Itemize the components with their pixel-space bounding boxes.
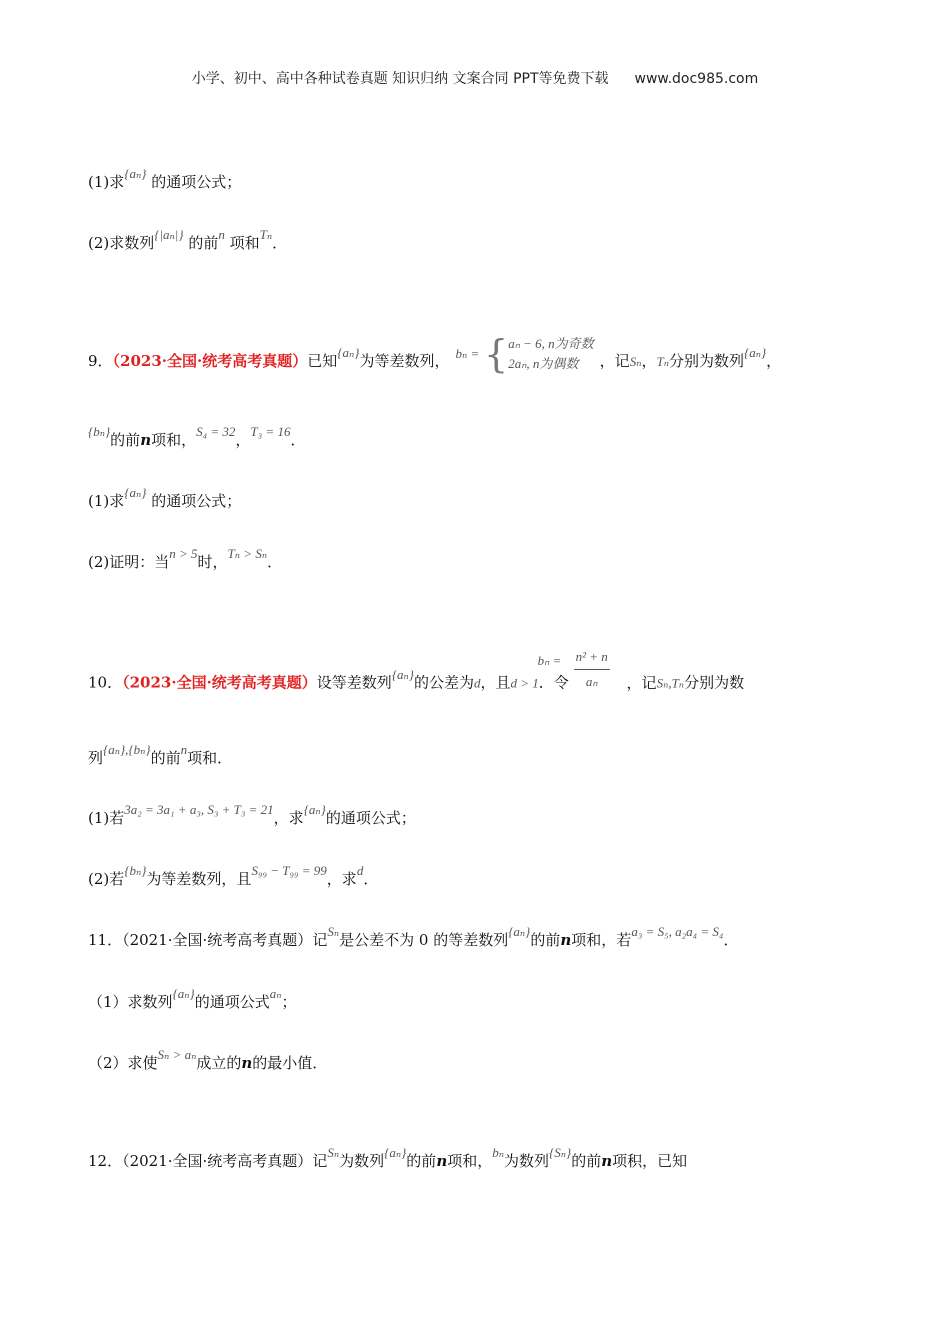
- q10-stem-line2: [88, 742, 233, 769]
- text-span: {aₙ}: [744, 345, 767, 360]
- header-url[interactable]: www.doc985.com: [634, 71, 759, 87]
- text-span: 的前: [183, 234, 219, 252]
- text-span: 项和: [224, 234, 260, 252]
- text-span: 项积，已知: [612, 1152, 688, 1170]
- text-span: S₉₉ − T₉₉ = 99: [251, 863, 327, 878]
- text-span: 为等差数列，: [359, 352, 450, 370]
- text-span: 为数列: [504, 1152, 550, 1170]
- text-span: aₙ: [269, 986, 282, 1001]
- q10-part1: [88, 802, 416, 829]
- text-span: (2)证明：当: [88, 553, 170, 571]
- q8-part1: [88, 166, 242, 193]
- text-span: n: [560, 931, 572, 949]
- question-number: 10．: [88, 673, 123, 692]
- q12-stem: [88, 1145, 688, 1172]
- text-span: ，: [766, 352, 782, 370]
- text-span: {|aₙ|}: [154, 227, 184, 242]
- text-span: 的前: [406, 1152, 437, 1170]
- text-span: d > 1: [510, 675, 539, 691]
- text-span: 记: [312, 931, 328, 949]
- text-span: (2)求数列: [88, 234, 155, 252]
- text-span: Sₙ,Tₙ: [656, 675, 685, 691]
- text-span: 时，: [197, 553, 228, 571]
- text-span: ，记: [599, 352, 630, 370]
- text-span: 为数列: [339, 1152, 385, 1170]
- text-span: {aₙ}: [508, 924, 531, 939]
- text-span: 分别为数: [684, 673, 745, 692]
- q9-stem: [88, 332, 782, 382]
- page-header: [0, 68, 950, 88]
- text-span: 2aₙ, n为偶数: [508, 356, 579, 371]
- text-span: {Sₙ}: [549, 1145, 572, 1160]
- text-span: S₄ = 32: [196, 424, 236, 439]
- text-span: n: [601, 1152, 613, 1170]
- question-number: 12．: [88, 1152, 123, 1170]
- text-span: ．: [272, 234, 288, 252]
- text-span: aₙ: [585, 674, 598, 689]
- text-span: Tₙ: [656, 354, 669, 369]
- q9-part2: [88, 546, 283, 573]
- text-span: 项和，若: [571, 931, 632, 949]
- text-span: n: [140, 431, 152, 449]
- text-span: {aₙ}: [172, 986, 195, 1001]
- math-an: {aₙ}: [124, 166, 147, 181]
- question-number: 9．: [88, 352, 113, 370]
- text-span: （2）求使: [88, 1054, 158, 1072]
- text-span: 项和，: [151, 431, 197, 449]
- text-span: ，求: [326, 870, 357, 888]
- text-span: 记: [312, 1152, 328, 1170]
- text-span: ，记: [626, 673, 657, 692]
- text-span: ；: [281, 993, 297, 1011]
- text-span: {aₙ}: [337, 345, 360, 360]
- text-span: 设等差数列: [316, 673, 392, 692]
- text-span: {aₙ},{bₙ}: [103, 742, 151, 757]
- text-span: (1)求: [88, 492, 125, 510]
- text-span: 的最小值．: [252, 1054, 328, 1072]
- text-span: aₙ − 6, n为奇数: [508, 336, 594, 351]
- text-span: Sₙ: [629, 354, 642, 369]
- header-text: 小学、初中、高中各种试卷真题 知识归纳 文案合同 PPT等免费下载: [191, 71, 609, 87]
- text-span: Sₙ > aₙ: [157, 1047, 197, 1062]
- question-source: （2021·全国·统考高考真题）: [122, 1152, 313, 1170]
- text-span: {aₙ}: [384, 1145, 407, 1160]
- text-span: 为等差数列，且: [146, 870, 252, 888]
- text-span: n² + n: [575, 649, 608, 664]
- fraction-bn: [537, 647, 610, 692]
- question-source: （2023·全国·统考高考真题）: [112, 352, 308, 370]
- text-span: ，求: [273, 809, 304, 827]
- text-span: {bₙ}: [124, 863, 147, 878]
- text-span: ，且: [480, 673, 511, 692]
- q11-part2: [88, 1047, 328, 1074]
- text-span: （1）求数列: [88, 993, 173, 1011]
- text-span: T₃ = 16: [250, 424, 291, 439]
- text-span: 是公差不为 0 的等差数列: [339, 931, 509, 949]
- text-span: 项和．: [187, 749, 233, 767]
- text-span: 已知: [307, 352, 338, 370]
- text-span: 的通项公式: [194, 993, 270, 1011]
- text-span: ．: [723, 931, 739, 949]
- q9-stem-line2: [88, 424, 306, 451]
- text-span: 的公差为: [413, 673, 474, 692]
- text-span: 项和，: [447, 1152, 493, 1170]
- text-span: bₙ =: [455, 346, 480, 361]
- piecewise-bn: [455, 334, 593, 374]
- text-span: ．: [267, 553, 283, 571]
- text-span: ．令: [538, 673, 569, 692]
- text-span: ．: [363, 870, 379, 888]
- text-span: Sₙ: [327, 1145, 340, 1160]
- text-span: 的通项公式；: [146, 173, 242, 191]
- text-span: Sₙ: [327, 924, 340, 939]
- text-span: 的前: [110, 431, 141, 449]
- text-span: 分别为数列: [668, 352, 744, 370]
- q9-part1: [88, 485, 242, 512]
- text-span: 3a₂ = 3a₁ + a₃, S₃ + T₃ = 21: [124, 802, 274, 817]
- text-span: d: [356, 863, 364, 878]
- text-span: a₃ = S₅, a₂a₄ = S₄: [631, 924, 724, 939]
- text-span: ．: [290, 431, 306, 449]
- text-span: (1)求: [88, 173, 125, 191]
- brace-symbol: {: [484, 332, 509, 376]
- q11-stem: [88, 924, 739, 951]
- text-span: n: [241, 1054, 253, 1072]
- text-span: {aₙ}: [391, 666, 414, 682]
- q11-part1: [88, 986, 297, 1013]
- text-span: 的前: [530, 931, 561, 949]
- text-span: ，: [641, 352, 657, 370]
- text-span: {bₙ}: [88, 424, 111, 439]
- question-number: 11．: [88, 931, 123, 949]
- text-span: 的通项公式；: [146, 492, 242, 510]
- text-span: 的前: [150, 749, 181, 767]
- text-span: 成立的: [196, 1054, 242, 1072]
- fraction-bar: [574, 669, 610, 670]
- text-span: Tₙ > Sₙ: [227, 546, 268, 561]
- text-span: 列: [88, 749, 104, 767]
- text-span: n: [218, 227, 225, 242]
- text-span: n: [436, 1152, 448, 1170]
- text-span: (1)若: [88, 809, 125, 827]
- q8-part2: [88, 227, 288, 254]
- question-source: （2021·全国·统考高考真题）: [122, 931, 313, 949]
- text-span: {aₙ}: [303, 802, 326, 817]
- q10-part2: [88, 863, 379, 890]
- text-span: d: [474, 675, 481, 691]
- text-span: n > 5: [169, 546, 198, 561]
- question-source: （2023·全国·统考高考真题）: [122, 673, 317, 692]
- text-span: bₙ: [492, 1145, 505, 1160]
- text-span: n: [180, 742, 188, 757]
- text-span: bₙ =: [537, 653, 562, 668]
- q10-stem: [88, 649, 745, 706]
- text-span: Tₙ: [259, 227, 273, 242]
- text-span: 的通项公式；: [325, 809, 416, 827]
- text-span: (2)若: [88, 870, 125, 888]
- text-span: 的前: [571, 1152, 602, 1170]
- text-span: {aₙ}: [124, 485, 147, 500]
- text-span: ，: [235, 431, 251, 449]
